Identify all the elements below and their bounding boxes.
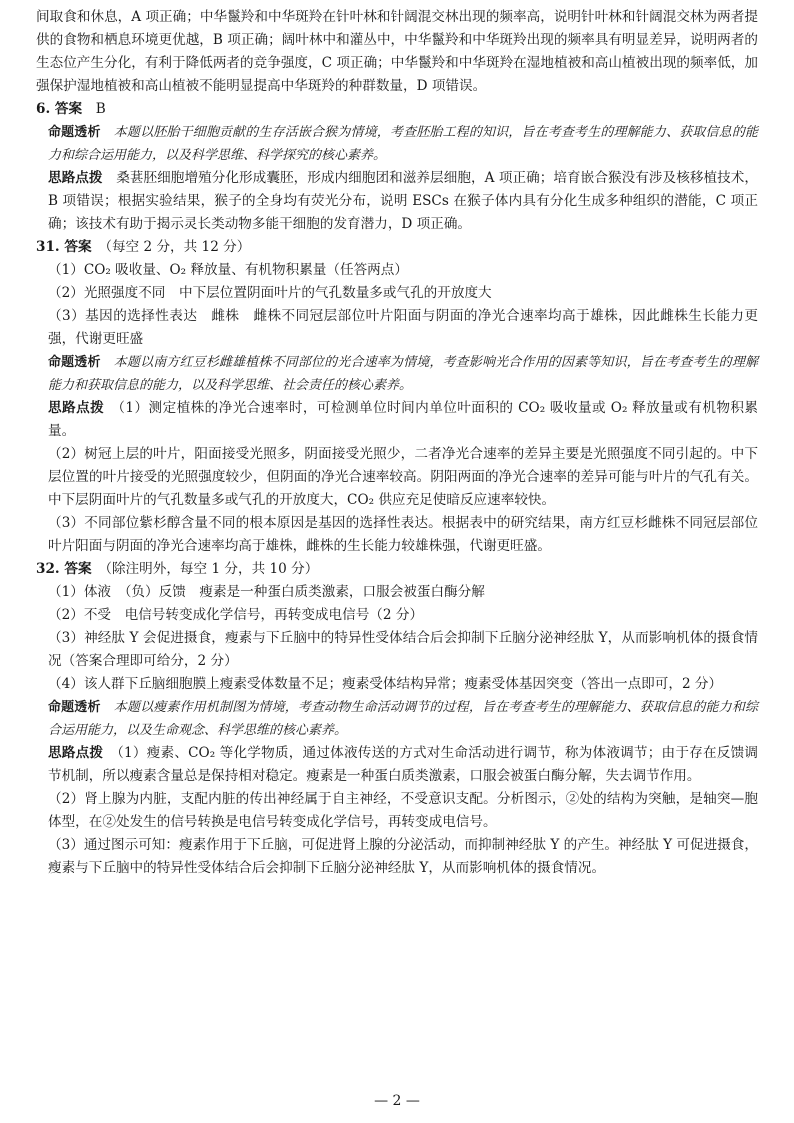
q32-tips-1-text: （1）瘦素、CO₂ 等化学物质，通过体液传送的方式对生命活动进行调节，称为体液调节；由于存在反馈调节机制，所以瘦素含量总是保持相对稳定。瘦素是一种蛋白质类激素，口服会被蛋白酶分解，失去调节作用。 (48, 745, 758, 784)
q31-tips-label: 思路点拨 (48, 400, 105, 416)
q32-tips-2: （2）肾上腺为内脏，支配内脏的传出神经属于自主神经，不受意识支配。分析图示，②处的结构为突触，是轴突—胞体型，在②处发生的信号转换是电信号转变成化学信号，再转变成电信号。 (48, 791, 758, 830)
q32-note: （除注明外，每空 1 分，共 10 分） (105, 561, 319, 577)
q6-analysis-label: 命题透析 (48, 125, 101, 140)
q32-head: 32. 答案 (36, 561, 92, 577)
q6-answer-line (36, 98, 758, 121)
q32-answer-3: （3）神经肽 Y 会促进摄食，瘦素与下丘脑中的特异性受体结合后会抑制下丘脑分泌神经肽 Y，从而影响机体的摄食情况（答案合理即可给分，2 分） (48, 630, 758, 669)
q31-answer-3: （3）基因的选择性表达 雌株 雌株不同冠层部位叶片阳面与阴面的净光合速率均高于雄株，因此雌株生长能力更强，代谢更旺盛 (48, 308, 758, 347)
q6-tips (36, 167, 758, 236)
q31-tips-1-text: （1）测定植株的净光合速率时，可检测单位时间内单位叶面积的 CO₂ 吸收量或 O₂ 释放量或有机物积累量。 (48, 400, 759, 439)
q31-answer-2: （2）光照强度不同 中下层位置阴面叶片的气孔数量多或气孔的开放度大 (48, 285, 492, 301)
paragraph-q5-continuation: 间取食和休息，A 项正确；中华鬣羚和中华斑羚在针叶林和针阔混交林出现的频率高，说明针叶林和针阔混交林为两者提供的食物和栖息环境更优越，B 项正确；阔叶林中和灌丛中，中华鬣羚和中华斑羚出现的频率具有明显差异，说明两者的生态位产生分化，有利于降低两者的竞争强度，C 项正确；中华鬣羚和中华斑羚在湿地植被和高山植被出现的频率低，加强保护湿地植被和高山植被不能明显提高中华斑羚的种群数量，D 项错误。 (36, 9, 758, 94)
answer-page (36, 6, 758, 880)
q6-tips-text: 桑葚胚细胞增殖分化形成囊胚，形成内细胞团和滋养层细胞，A 项正确；培育嵌合猴没有涉及核移植技术，B 项错误；根据实验结果，猴子的全身均有荧光分布，说明 ESCs 在猴子体内具有分化生成多种组织的潜能，C 项正确；该技术有助于揭示灵长类动物多能干细胞的发育潜力，D 项正确。 (48, 170, 759, 232)
q31-analysis (36, 351, 758, 397)
q32-tips-3: （3）通过图示可知：瘦素作用于下丘脑，可促进肾上腺的分泌活动，而抑制神经肽 Y 的产生。神经肽 Y 可促进摄食，瘦素与下丘脑中的特异性受体结合后会抑制下丘脑分泌神经肽 Y，从而影响机体的摄食情况。 (48, 837, 758, 876)
q31-note: （每空 2 分，共 12 分） (105, 239, 251, 255)
q6-analysis-text: 本题以胚胎干细胞贡献的生存活嵌合猴为情境，考查胚胎工程的知识，旨在考查考生的理解能力、获取信息的能力和综合运用能力，以及科学思维、科学探究的核心素养。 (48, 125, 758, 163)
q32-analysis-label: 命题透析 (48, 700, 101, 715)
q32-answer-line (36, 558, 758, 581)
q31-tips-1 (36, 397, 758, 443)
q32-analysis-text: 本题以瘦素作用机制图为情境，考查动物生命活动调节的过程，旨在考查考生的理解能力、获取信息的能力和综合运用能力，以及生命观念、科学思维的核心素养。 (48, 700, 758, 738)
q32-analysis (36, 696, 758, 742)
q31-tips-3: （3）不同部位紫杉醇含量不同的根本原因是基因的选择性表达。根据表中的研究结果，南方红豆杉雌株不同冠层部位叶片阳面与阴面的净光合速率均高于雄株，雌株的生长能力较雄株强，代谢更旺盛。 (48, 515, 758, 554)
q32-answer-4: （4）该人群下丘脑细胞膜上瘦素受体数量不足；瘦素受体结构异常；瘦素受体基因突变（答出一点即可，2 分） (48, 676, 723, 692)
q31-tips-2: （2）树冠上层的叶片，阳面接受光照多，阴面接受光照少，二者净光合速率的差异主要是光照强度不同引起的。中下层位置的叶片接受的光照强度较少，但阴面的净光合速率较高。阴阳两面的净光合速率的差异可能与叶片的气孔有关。中下层阴面叶片的气孔数量多或气孔的开放度大，CO₂ 供应充足使暗反应速率较快。 (48, 446, 758, 508)
q31-answer-1: （1）CO₂ 吸收量、O₂ 释放量、有机物积累量（任答两点） (48, 262, 408, 278)
q31-head: 31. 答案 (36, 239, 92, 255)
q32-tips-1 (36, 742, 758, 788)
q31-answer-line (36, 236, 758, 259)
q32-answer-2: （2）不受 电信号转变成化学信号，再转变成电信号（2 分） (48, 607, 424, 623)
page-number: — 2 — (374, 1093, 420, 1109)
q32-tips-label: 思路点拨 (48, 745, 104, 761)
q6-head: 6. 答案 (36, 101, 83, 117)
q6-answer: B (95, 101, 106, 117)
q32-answer-1: （1）体液 （负）反馈 瘦素是一种蛋白质类激素，口服会被蛋白酶分解 (48, 584, 485, 600)
q6-analysis (36, 121, 758, 167)
q6-tips-label: 思路点拨 (48, 170, 103, 186)
q31-analysis-text: 本题以南方红豆杉雌雄植株不同部位的光合速率为情境，考查影响光合作用的因素等知识，旨在考查考生的理解能力和获取信息的能力，以及科学思维、社会责任的核心素养。 (48, 355, 758, 393)
q31-analysis-label: 命题透析 (48, 355, 101, 370)
